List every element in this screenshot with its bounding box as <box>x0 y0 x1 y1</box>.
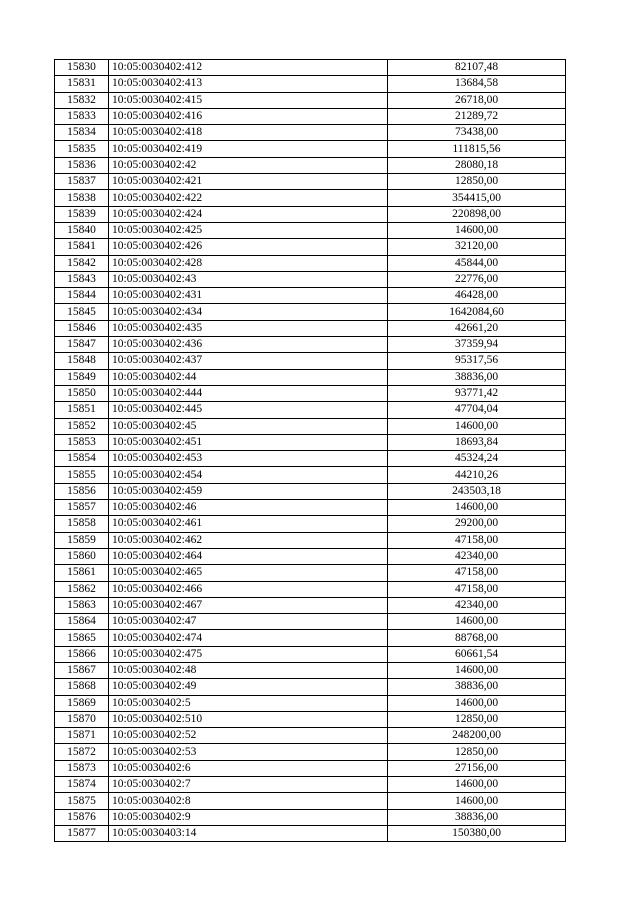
cadastral-number-cell: 10:05:0030402:431 <box>109 288 388 304</box>
cadastral-number-cell: 10:05:0030402:451 <box>109 434 388 450</box>
table-row <box>55 385 566 401</box>
table-row <box>55 630 566 646</box>
row-number-cell: 15856 <box>55 483 109 499</box>
cadastral-number-cell: 10:05:0030402:49 <box>109 679 388 695</box>
row-number-cell: 15869 <box>55 695 109 711</box>
value-cell: 28080,18 <box>388 157 566 173</box>
cadastral-number-cell: 10:05:0030402:454 <box>109 467 388 483</box>
value-cell: 14600,00 <box>388 500 566 516</box>
table-row <box>55 548 566 564</box>
table-row <box>55 304 566 320</box>
value-cell: 111815,56 <box>388 141 566 157</box>
table-row <box>55 239 566 255</box>
value-cell: 150380,00 <box>388 825 566 841</box>
table-row <box>55 369 566 385</box>
cadastral-number-cell: 10:05:0030402:467 <box>109 597 388 613</box>
table-row <box>55 141 566 157</box>
table-row <box>55 728 566 744</box>
table-row <box>55 532 566 548</box>
table-row <box>55 451 566 467</box>
value-cell: 60661,54 <box>388 646 566 662</box>
table-row <box>55 190 566 206</box>
cadastral-number-cell: 10:05:0030402:466 <box>109 581 388 597</box>
table-row <box>55 695 566 711</box>
cadastral-number-cell: 10:05:0030403:14 <box>109 825 388 841</box>
value-cell: 88768,00 <box>388 630 566 646</box>
cadastral-number-cell: 10:05:0030402:415 <box>109 92 388 108</box>
cadastral-number-cell: 10:05:0030402:44 <box>109 369 388 385</box>
table-row <box>55 402 566 418</box>
row-number-cell: 15834 <box>55 125 109 141</box>
value-cell: 44210,26 <box>388 467 566 483</box>
cadastral-number-cell: 10:05:0030402:510 <box>109 711 388 727</box>
table-row <box>55 76 566 92</box>
cadastral-number-cell: 10:05:0030402:459 <box>109 483 388 499</box>
table-row <box>55 646 566 662</box>
cadastral-number-cell: 10:05:0030402:43 <box>109 271 388 287</box>
row-number-cell: 15846 <box>55 320 109 336</box>
value-cell: 12850,00 <box>388 744 566 760</box>
row-number-cell: 15867 <box>55 662 109 678</box>
row-number-cell: 15872 <box>55 744 109 760</box>
row-number-cell: 15860 <box>55 548 109 564</box>
row-number-cell: 15847 <box>55 337 109 353</box>
value-cell: 14600,00 <box>388 418 566 434</box>
row-number-cell: 15861 <box>55 565 109 581</box>
value-cell: 1642084,60 <box>388 304 566 320</box>
value-cell: 26718,00 <box>388 92 566 108</box>
value-cell: 93771,42 <box>388 385 566 401</box>
value-cell: 73438,00 <box>388 125 566 141</box>
row-number-cell: 15852 <box>55 418 109 434</box>
table-row <box>55 434 566 450</box>
value-cell: 27156,00 <box>388 760 566 776</box>
value-cell: 42661,20 <box>388 320 566 336</box>
cadastral-number-cell: 10:05:0030402:445 <box>109 402 388 418</box>
table-row <box>55 222 566 238</box>
value-cell: 46428,00 <box>388 288 566 304</box>
table-row <box>55 614 566 630</box>
value-cell: 47158,00 <box>388 532 566 548</box>
row-number-cell: 15851 <box>55 402 109 418</box>
cadastral-number-cell: 10:05:0030402:464 <box>109 548 388 564</box>
row-number-cell: 15859 <box>55 532 109 548</box>
cadastral-number-cell: 10:05:0030402:9 <box>109 809 388 825</box>
cadastral-number-cell: 10:05:0030402:52 <box>109 728 388 744</box>
row-number-cell: 15868 <box>55 679 109 695</box>
row-number-cell: 15849 <box>55 369 109 385</box>
table-row <box>55 320 566 336</box>
row-number-cell: 15858 <box>55 516 109 532</box>
value-cell: 32120,00 <box>388 239 566 255</box>
row-number-cell: 15873 <box>55 760 109 776</box>
table-row <box>55 744 566 760</box>
row-number-cell: 15855 <box>55 467 109 483</box>
table-row <box>55 500 566 516</box>
row-number-cell: 15831 <box>55 76 109 92</box>
cadastral-number-cell: 10:05:0030402:46 <box>109 500 388 516</box>
cadastral-number-cell: 10:05:0030402:461 <box>109 516 388 532</box>
cadastral-number-cell: 10:05:0030402:437 <box>109 353 388 369</box>
table-row <box>55 565 566 581</box>
table-row <box>55 793 566 809</box>
row-number-cell: 15841 <box>55 239 109 255</box>
row-number-cell: 15853 <box>55 434 109 450</box>
table-row <box>55 92 566 108</box>
table-row <box>55 271 566 287</box>
row-number-cell: 15840 <box>55 222 109 238</box>
cadastral-number-cell: 10:05:0030402:453 <box>109 451 388 467</box>
row-number-cell: 15843 <box>55 271 109 287</box>
table-row <box>55 679 566 695</box>
value-cell: 42340,00 <box>388 597 566 613</box>
row-number-cell: 15832 <box>55 92 109 108</box>
cadastral-number-cell: 10:05:0030402:436 <box>109 337 388 353</box>
row-number-cell: 15864 <box>55 614 109 630</box>
row-number-cell: 15835 <box>55 141 109 157</box>
table-row <box>55 467 566 483</box>
row-number-cell: 15838 <box>55 190 109 206</box>
cadastral-number-cell: 10:05:0030402:474 <box>109 630 388 646</box>
table-row <box>55 108 566 124</box>
row-number-cell: 15844 <box>55 288 109 304</box>
table-row <box>55 353 566 369</box>
table-row <box>55 255 566 271</box>
table-row <box>55 157 566 173</box>
row-number-cell: 15876 <box>55 809 109 825</box>
value-cell: 354415,00 <box>388 190 566 206</box>
value-cell: 47704,04 <box>388 402 566 418</box>
table-row <box>55 206 566 222</box>
table-row <box>55 825 566 841</box>
value-cell: 14600,00 <box>388 777 566 793</box>
value-cell: 14600,00 <box>388 614 566 630</box>
value-cell: 38836,00 <box>388 679 566 695</box>
row-number-cell: 15842 <box>55 255 109 271</box>
row-number-cell: 15837 <box>55 174 109 190</box>
value-cell: 47158,00 <box>388 565 566 581</box>
value-cell: 95317,56 <box>388 353 566 369</box>
cadastral-number-cell: 10:05:0030402:421 <box>109 174 388 190</box>
value-cell: 248200,00 <box>388 728 566 744</box>
row-number-cell: 15862 <box>55 581 109 597</box>
cadastral-number-cell: 10:05:0030402:465 <box>109 565 388 581</box>
row-number-cell: 15833 <box>55 108 109 124</box>
cadastral-number-cell: 10:05:0030402:47 <box>109 614 388 630</box>
cadastral-number-cell: 10:05:0030402:422 <box>109 190 388 206</box>
value-cell: 21289,72 <box>388 108 566 124</box>
table-row <box>55 662 566 678</box>
cadastral-number-cell: 10:05:0030402:42 <box>109 157 388 173</box>
cadastral-number-cell: 10:05:0030402:7 <box>109 777 388 793</box>
table-row <box>55 581 566 597</box>
cadastral-number-cell: 10:05:0030402:444 <box>109 385 388 401</box>
row-number-cell: 15845 <box>55 304 109 320</box>
value-cell: 45844,00 <box>388 255 566 271</box>
cadastral-number-cell: 10:05:0030402:418 <box>109 125 388 141</box>
value-cell: 13684,58 <box>388 76 566 92</box>
value-cell: 14600,00 <box>388 222 566 238</box>
table-row <box>55 516 566 532</box>
cadastral-number-cell: 10:05:0030402:416 <box>109 108 388 124</box>
table-row <box>55 777 566 793</box>
row-number-cell: 15839 <box>55 206 109 222</box>
cadastral-number-cell: 10:05:0030402:6 <box>109 760 388 776</box>
cadastral-number-cell: 10:05:0030402:475 <box>109 646 388 662</box>
data-table <box>54 59 566 842</box>
cadastral-number-cell: 10:05:0030402:5 <box>109 695 388 711</box>
value-cell: 38836,00 <box>388 369 566 385</box>
cadastral-number-cell: 10:05:0030402:424 <box>109 206 388 222</box>
value-cell: 12850,00 <box>388 711 566 727</box>
value-cell: 220898,00 <box>388 206 566 222</box>
value-cell: 45324,24 <box>388 451 566 467</box>
table-row <box>55 711 566 727</box>
value-cell: 47158,00 <box>388 581 566 597</box>
row-number-cell: 15850 <box>55 385 109 401</box>
table-body <box>55 60 566 842</box>
cadastral-number-cell: 10:05:0030402:434 <box>109 304 388 320</box>
row-number-cell: 15875 <box>55 793 109 809</box>
row-number-cell: 15830 <box>55 60 109 76</box>
value-cell: 38836,00 <box>388 809 566 825</box>
cadastral-number-cell: 10:05:0030402:48 <box>109 662 388 678</box>
cadastral-number-cell: 10:05:0030402:462 <box>109 532 388 548</box>
value-cell: 12850,00 <box>388 174 566 190</box>
value-cell: 14600,00 <box>388 695 566 711</box>
cadastral-number-cell: 10:05:0030402:426 <box>109 239 388 255</box>
cadastral-number-cell: 10:05:0030402:45 <box>109 418 388 434</box>
value-cell: 37359,94 <box>388 337 566 353</box>
table-row <box>55 483 566 499</box>
row-number-cell: 15865 <box>55 630 109 646</box>
cadastral-number-cell: 10:05:0030402:413 <box>109 76 388 92</box>
value-cell: 42340,00 <box>388 548 566 564</box>
row-number-cell: 15870 <box>55 711 109 727</box>
table-row <box>55 337 566 353</box>
row-number-cell: 15866 <box>55 646 109 662</box>
cadastral-number-cell: 10:05:0030402:8 <box>109 793 388 809</box>
value-cell: 82107,48 <box>388 60 566 76</box>
value-cell: 22776,00 <box>388 271 566 287</box>
value-cell: 243503,18 <box>388 483 566 499</box>
row-number-cell: 15874 <box>55 777 109 793</box>
cadastral-number-cell: 10:05:0030402:425 <box>109 222 388 238</box>
table-row <box>55 597 566 613</box>
cadastral-number-cell: 10:05:0030402:53 <box>109 744 388 760</box>
row-number-cell: 15848 <box>55 353 109 369</box>
row-number-cell: 15877 <box>55 825 109 841</box>
row-number-cell: 15836 <box>55 157 109 173</box>
table-row <box>55 60 566 76</box>
table-row <box>55 418 566 434</box>
table-row <box>55 174 566 190</box>
row-number-cell: 15857 <box>55 500 109 516</box>
table-row <box>55 809 566 825</box>
table-row <box>55 288 566 304</box>
row-number-cell: 15854 <box>55 451 109 467</box>
cadastral-number-cell: 10:05:0030402:419 <box>109 141 388 157</box>
table-row <box>55 760 566 776</box>
cadastral-number-cell: 10:05:0030402:435 <box>109 320 388 336</box>
value-cell: 29200,00 <box>388 516 566 532</box>
cadastral-number-cell: 10:05:0030402:412 <box>109 60 388 76</box>
table-row <box>55 125 566 141</box>
value-cell: 18693,84 <box>388 434 566 450</box>
value-cell: 14600,00 <box>388 793 566 809</box>
value-cell: 14600,00 <box>388 662 566 678</box>
row-number-cell: 15863 <box>55 597 109 613</box>
row-number-cell: 15871 <box>55 728 109 744</box>
cadastral-number-cell: 10:05:0030402:428 <box>109 255 388 271</box>
